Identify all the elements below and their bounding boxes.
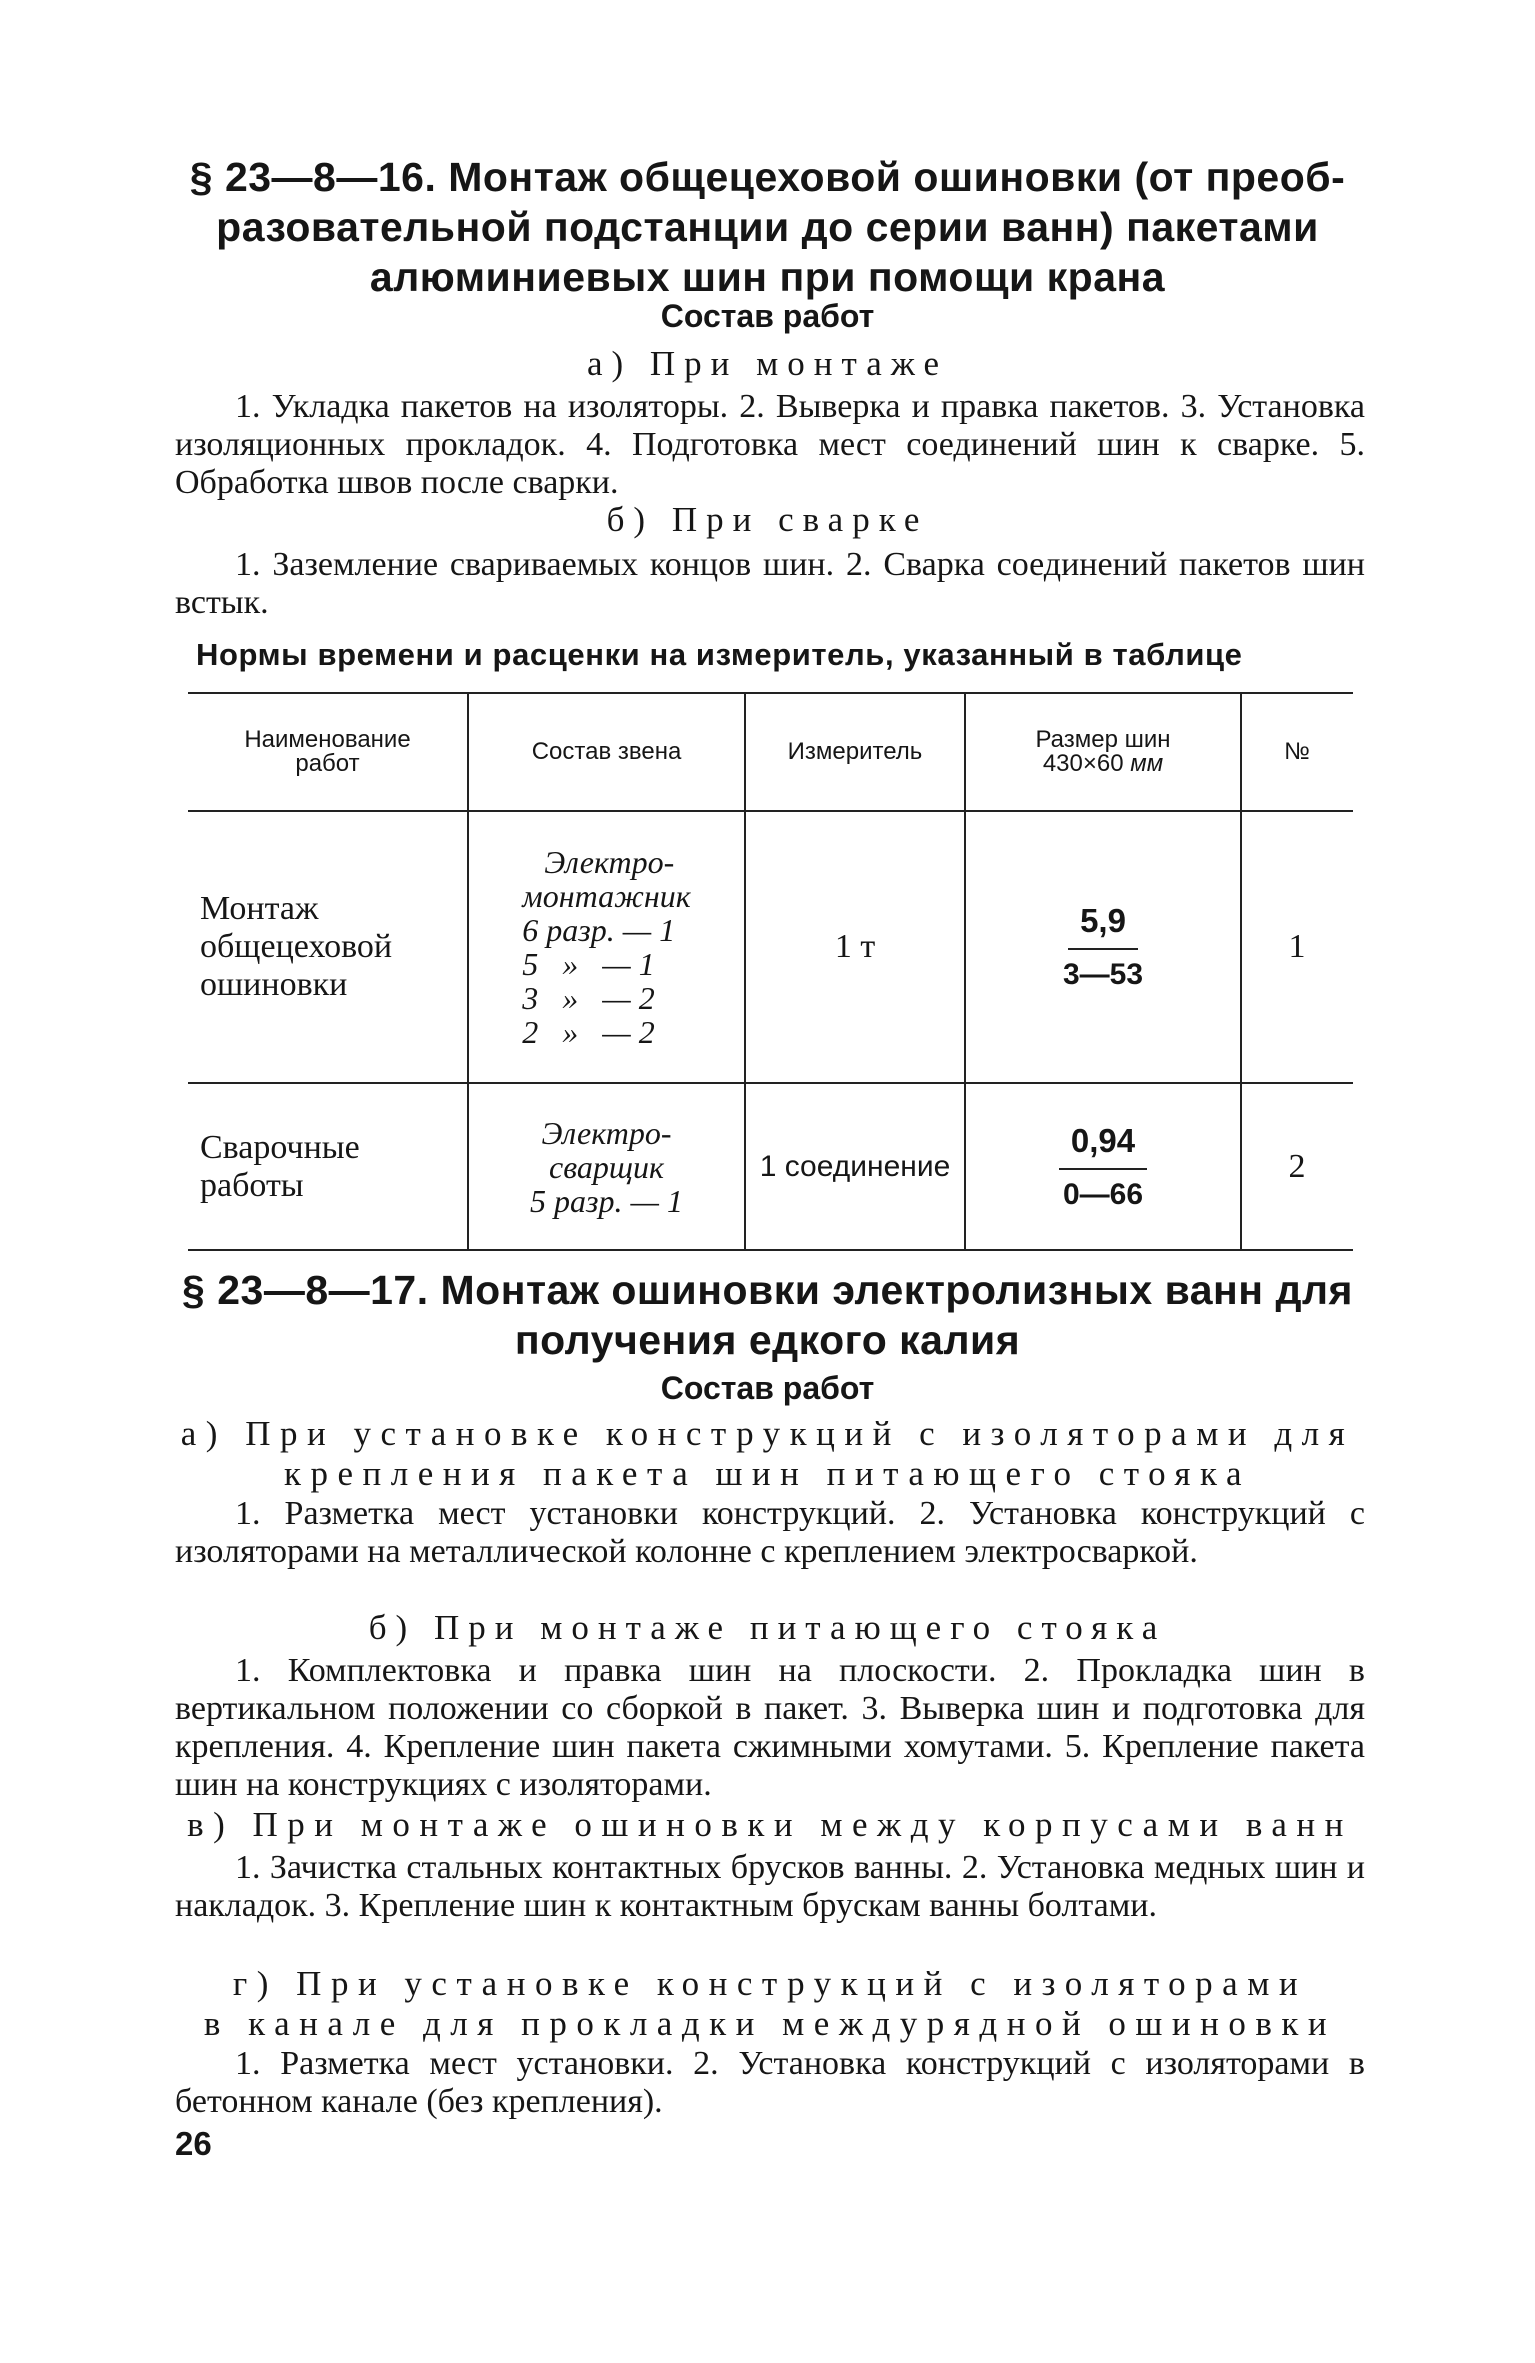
paragraph-2b: 1. Комплектовка и правка шин на плоскости. 2. Прокладка шин в вертикальном положении со сборкой в пакет. 3. Выверка шин и подготовка для крепления. 4. Крепление шин пакета сжимными хомутами. 5. Крепление пакета шин на конструкциях с изоляторами. [175, 1652, 1365, 1803]
norm-value: 5,9 [1068, 902, 1138, 950]
header-size: Размер шин 430×60 мм [1035, 726, 1171, 777]
norm-value: 0,94 [1059, 1122, 1147, 1170]
table-row-1-name: Монтаж общецеховой ошиновки [200, 890, 393, 1003]
heading-line: получения едкого калия [514, 1317, 1021, 1363]
composition-title: Состав работ [660, 298, 875, 334]
table-row-1-rate [966, 812, 1240, 1082]
heading-line: § 23—8—17. Монтаж ошиновки электролизных ванн для [182, 1267, 1353, 1313]
paragraph-2v: 1. Зачистка стальных контактных брусков ванны. 2. Установка медных шин и накладок. 3. Крепление шин к контактным брускам ванны болтами. [175, 1849, 1365, 1924]
norms-title: Нормы времени и расценки на измеритель, указанный в таблице [196, 637, 1243, 672]
subsection-2v-title: в) При монтаже ошиновки между корпусами ванн [187, 1805, 1353, 1844]
section-heading-23-8-17 [150, 1265, 1385, 1365]
table-row-1-measure: 1 т [834, 928, 876, 965]
subsection-2g-title: г) При установке конструкций с изоляторами в канале для прокладки междурядной ошиновки [203, 1964, 1337, 2043]
table-row-1-crew: Электро- монтажник 6 разр. — 1 5 » — 1 3 » — 2 2 » — 2 [522, 844, 691, 1050]
table-row-1-number: 1 [1288, 928, 1306, 965]
subsection-a-title: а) При монтаже [586, 344, 949, 383]
heading-line: разовательной подстанции до серии ванн) пакетами [216, 204, 1319, 250]
table-row-2-crew: Электро- сварщик 5 разр. — 1 [530, 1114, 683, 1219]
heading-line: § 23—8—16. Монтаж общецеховой ошиновки (от преоб- [189, 154, 1346, 200]
table-row-2-rate [966, 1084, 1240, 1249]
subsection-b-title: б) При сварке [606, 500, 929, 539]
table-rule [188, 1249, 1353, 1251]
table-row-2-measure: 1 соединение [759, 1149, 951, 1183]
rate-value: 3—53 [1062, 958, 1144, 991]
page-number: 26 [175, 2125, 212, 2162]
paragraph-b-text: 1. Заземление свариваемых концов шин. 2. Сварка соединений пакетов шин встык. [175, 546, 1365, 621]
subsection-2b-title: б) При монтаже питающего стояка [368, 1608, 1167, 1647]
table-row-2-number: 2 [1288, 1147, 1306, 1185]
header-crew: Состав звена [531, 738, 682, 765]
subsection-2a-title: а) При установке конструкций с изоляторами для крепления пакета шин питающего стояка [180, 1414, 1355, 1493]
composition-title-2: Состав работ [660, 1370, 875, 1406]
header-name: Наименование работ [244, 726, 411, 777]
header-number: № [1284, 738, 1310, 765]
rate-value: 0—66 [1062, 1177, 1144, 1211]
paragraph-2g: 1. Разметка мест установки. 2. Установка конструкций с изоляторами в бетонном канале (без крепления). [175, 2045, 1365, 2120]
table-row-2-name: Сварочные работы [200, 1128, 360, 1204]
header-measure: Измеритель [787, 738, 923, 765]
paragraph-a-text: 1. Укладка пакетов на изоляторы. 2. Выверка и правка пакетов. 3. Установка изоляционных прокладок. 4. Подготовка мест соединений шин к сварке. 5. Обработка швов после сварки. [175, 388, 1365, 501]
paragraph-2a: 1. Разметка мест установки конструкций. 2. Установка конструкций с изоляторами на металлической колонне с креплением электросваркой. [175, 1495, 1365, 1570]
heading-line: алюминиевых шин при помощи крана [369, 254, 1166, 300]
